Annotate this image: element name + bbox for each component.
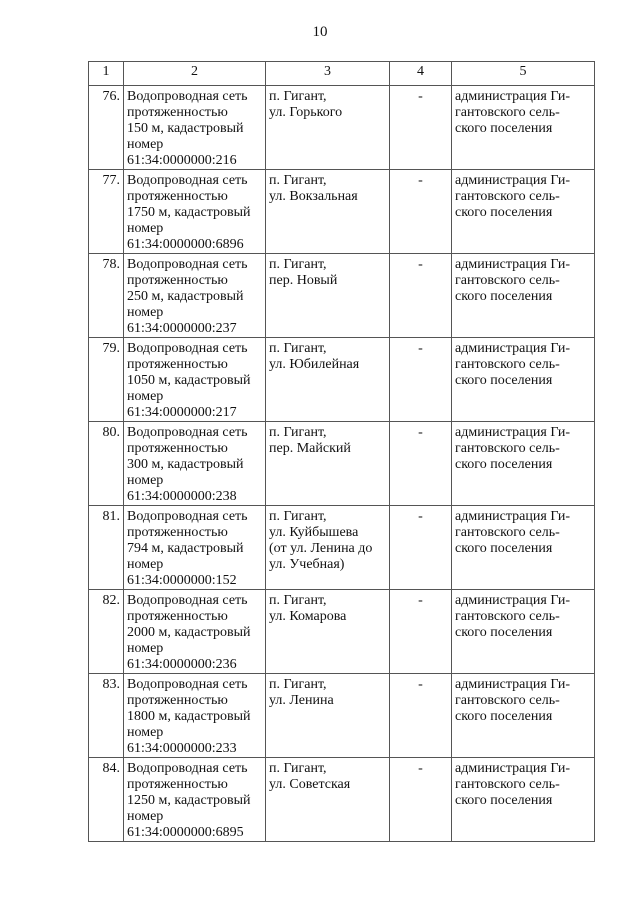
- row-number-cell: 80.: [89, 422, 124, 506]
- column-4-cell: -: [390, 254, 452, 338]
- table-row: [89, 506, 595, 590]
- header-col-1: 1: [89, 62, 124, 86]
- owner-cell: администрация Ги- гантовского сель- ского поселения: [452, 506, 595, 590]
- row-number-cell: 77.: [89, 170, 124, 254]
- column-4-cell: -: [390, 758, 452, 842]
- row-number-cell: 79.: [89, 338, 124, 422]
- owner-cell: администрация Ги- гантовского сель- ского поселения: [452, 590, 595, 674]
- address-cell: п. Гигант, ул. Советская: [266, 758, 390, 842]
- table-header-row: [89, 62, 595, 86]
- table-row: [89, 422, 595, 506]
- object-name-cell: Водопроводная сеть протяженностью 1800 м, кадастровый номер 61:34:0000000:233: [124, 674, 266, 758]
- table-row: [89, 254, 595, 338]
- column-4-cell: -: [390, 338, 452, 422]
- property-register-table: [88, 61, 595, 842]
- column-4-cell: -: [390, 506, 452, 590]
- table-body: [89, 86, 595, 842]
- owner-cell: администрация Ги- гантовского сель- ского поселения: [452, 170, 595, 254]
- table-row: [89, 674, 595, 758]
- row-number-cell: 81.: [89, 506, 124, 590]
- object-name-cell: Водопроводная сеть протяженностью 2000 м, кадастровый номер 61:34:0000000:236: [124, 590, 266, 674]
- object-name-cell: Водопроводная сеть протяженностью 794 м, кадастровый номер 61:34:0000000:152: [124, 506, 266, 590]
- owner-cell: администрация Ги- гантовского сель- ского поселения: [452, 254, 595, 338]
- address-cell: п. Гигант, пер. Майский: [266, 422, 390, 506]
- row-number-cell: 84.: [89, 758, 124, 842]
- column-4-cell: -: [390, 590, 452, 674]
- row-number-cell: 78.: [89, 254, 124, 338]
- address-cell: п. Гигант, ул. Ленина: [266, 674, 390, 758]
- address-cell: п. Гигант, ул. Комарова: [266, 590, 390, 674]
- header-col-5: 5: [452, 62, 595, 86]
- owner-cell: администрация Ги- гантовского сель- ского поселения: [452, 674, 595, 758]
- column-4-cell: -: [390, 170, 452, 254]
- row-number-cell: 83.: [89, 674, 124, 758]
- address-cell: п. Гигант, ул. Юбилейная: [266, 338, 390, 422]
- owner-cell: администрация Ги- гантовского сель- ского поселения: [452, 338, 595, 422]
- object-name-cell: Водопроводная сеть протяженностью 250 м, кадастровый номер 61:34:0000000:237: [124, 254, 266, 338]
- object-name-cell: Водопроводная сеть протяженностью 1050 м, кадастровый номер 61:34:0000000:217: [124, 338, 266, 422]
- object-name-cell: Водопроводная сеть протяженностью 150 м, кадастровый номер 61:34:0000000:216: [124, 86, 266, 170]
- table-row: [89, 758, 595, 842]
- address-cell: п. Гигант, пер. Новый: [266, 254, 390, 338]
- table-row: [89, 590, 595, 674]
- object-name-cell: Водопроводная сеть протяженностью 1250 м, кадастровый номер 61:34:0000000:6895: [124, 758, 266, 842]
- address-cell: п. Гигант, ул. Горького: [266, 86, 390, 170]
- row-number-cell: 76.: [89, 86, 124, 170]
- owner-cell: администрация Ги- гантовского сель- ского поселения: [452, 422, 595, 506]
- address-cell: п. Гигант, ул. Вокзальная: [266, 170, 390, 254]
- row-number-cell: 82.: [89, 590, 124, 674]
- header-col-3: 3: [266, 62, 390, 86]
- object-name-cell: Водопроводная сеть протяженностью 300 м, кадастровый номер 61:34:0000000:238: [124, 422, 266, 506]
- column-4-cell: -: [390, 674, 452, 758]
- table-row: [89, 338, 595, 422]
- header-col-4: 4: [390, 62, 452, 86]
- column-4-cell: -: [390, 422, 452, 506]
- owner-cell: администрация Ги- гантовского сель- ского поселения: [452, 86, 595, 170]
- column-4-cell: -: [390, 86, 452, 170]
- object-name-cell: Водопроводная сеть протяженностью 1750 м, кадастровый номер 61:34:0000000:6896: [124, 170, 266, 254]
- table-row: [89, 86, 595, 170]
- table-row: [89, 170, 595, 254]
- header-col-2: 2: [124, 62, 266, 86]
- owner-cell: администрация Ги- гантовского сель- ского поселения: [452, 758, 595, 842]
- page-number: 10: [312, 24, 328, 40]
- address-cell: п. Гигант, ул. Куйбышева (от ул. Ленина до ул. Учебная): [266, 506, 390, 590]
